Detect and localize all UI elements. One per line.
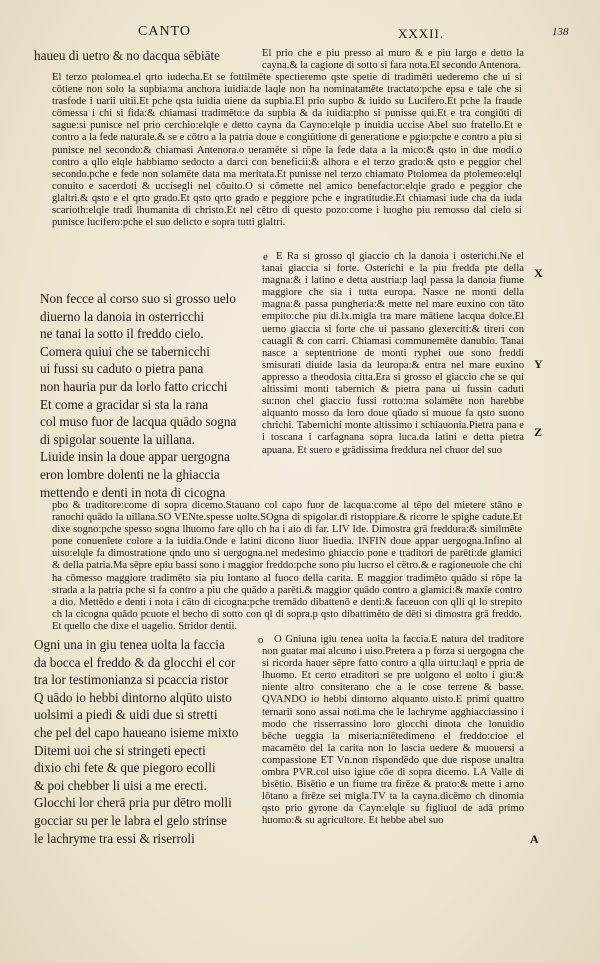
commentary-top-right: El prio che e piu presso al muro & e piu largo e detto la cayna.& la cagione di sotto si fara nota.El secondo Antenora.	[262, 48, 524, 72]
verse-line: uolsimi a piedi & uidi due si stretti	[34, 707, 218, 723]
verse-line: Liuide insin la doue appar uergogna	[40, 449, 230, 465]
verse-line: Ogni una in giu tenea uolta la faccia	[34, 637, 225, 652]
verse-line: col muso fuor de lacqua quādo sogna	[40, 414, 237, 430]
verse-line: ui fussi su caduto o pietra pana	[40, 361, 204, 377]
verse-line: le lachryme tra essi & riserroli	[34, 830, 195, 846]
canto-heading: CANTO	[138, 24, 191, 39]
verse-line: non hauria pur da lorlo fatto cricchi	[40, 378, 228, 394]
verse-line: Q uādo io hebbi dintorno alqūto uisto	[34, 689, 232, 705]
verse-line: haueu di uetro & no dacqua sēbiāte	[34, 48, 221, 63]
verse-line: dixio chi fete & que piegoro ecolli	[34, 760, 216, 776]
verse-line: eron lombre dolenti ne la ghiaccia	[40, 466, 220, 482]
running-header	[0, 24, 600, 48]
verse-line: da bocca el freddo & da glocchi el cor	[34, 654, 236, 670]
canto-number: XXXII.	[398, 26, 445, 41]
verse-line: gocciar su per le labra el gelo strinse	[34, 812, 227, 828]
inline-letter-o: o	[258, 634, 264, 646]
commentary-paragraph-1: El terzo ptolomea.el qrto iudecha.Et se fottilmēte spectieremo qste spetie di tradimēti uederemo che ui si cōtiene non solo la supbia:ma anchora iuidia:de laqle non ha nominatamēte tractato:pche epsa e tale che si trasfode i uarii uitii.Et pche qsta iuidia uiene da supbia.El prio supbo & iuido su Lucifero.Et pche la fraude cōmessa i chi si fida:& chiamasi tradimēto:e da supbia & da iuidia:pho si punisse qui.Et e tra congiūti di sague:si punisce nel prio cerchio:elqle e detto cayna da Cayno:elqle p inuidia uccise Abel suo fratello.Et e contro a la fede naturale.& se e cōtro a la patria doue e congiūtione di generatione e pgio:pche e contro a piu si punisce nel secondo:& chiamasi Antenora.o ueramēte si rōpe la fede data a la mico:& qsto in due modi.o contro a qllo elqle habbiamo sedocto a darci con beneficii:& alhora e el terzo grado:& qsto e peggior chel secondo.pche e fede non solamēte data ma meritata.Et punisse nel terzo chiamato Ptolomea da ptolemeo:elql conuito e sacerdoti & uccisegli nel cōuito.O si cōmette nel amico benefactor:elqle grado e peggior che glaltri.& qsto e el qrto grado.Et qsto qrto grado e peggiore pche e ingratitudie.Et chiamasi iude cha da iuda scarioth:elqle tradi lhumanita di christo.Et nel cētro di questo pozo:come i luogho piu remosso dal cielo si punisce lucifero:pche el suo delicto e sopra tutti glaltri.	[52, 72, 522, 229]
verse-block-2	[34, 636, 262, 847]
verse-line: Ditemi uoi che si stringeti epecti	[34, 742, 206, 758]
inline-letter-e: e	[263, 251, 268, 263]
folio-number: 138	[552, 26, 569, 38]
verse-line: mettendo e denti in nota di cicogna	[40, 484, 226, 500]
commentary-paragraph-3: pbo & traditore:come di sopra dicemo.Stauano col capo fuor de lacqua:come al tēpo del mietere stāno e ranochi quādo la uillana.SO VENte.spesse uolte.SOgna di spigolar.di ristoppiare.& ricorre le spighe cadute.Et dixe sogno:pche spesso sogna lhuomo fare qllo ch ha i aio di far. LIV Ide. Dimostra grā freddura:& similmēte pone conuenīete colore a la iuidia.Onde e latini dicono liuor liuedia. INFIN doue appar uergogna.Infino al uiso:elqle fa dimostratione qndo uno si uergogna.nel medesimo ghiaccio pone e traditori de parēti:de glamici & della patria.Ma sēpre epiu bassi sono i maggior freddo:pche sono piu lucrso el cētro.& e ragioneuole che chi ha cōmesso maggiore tradimēto sia piu lontano al fuoco della carita. E maggior tradimēto quādo si rōpe la strada a la patria pche si fa contro a piu che quādo a parēti.& maggior quādo contro a glamici:& maxīe contro a dio. Mettēdo e denti i nota i cāto di cicogna:pche tremādo dibattenō e denti:& faceuon con qlli ql lo strepito ch la cicogna quādo pcuote el becho di sotto con ql di sopra.p qsto dibattimēto de dēti si dimostra grā freddo. Et quello che dixe el uagelio. Stridor dentii.	[52, 500, 522, 632]
commentary-paragraph-2: E Ra si grosso ql giaccio ch la danoia i osterichi.Ne el tanai giaccia si forte. Osterichi e la piu fredda pte della magna:& i latino e detta austria:p laql passa la danoia fiume maggiore che sia i tutta europa. Nasce ne monti della magna:& passa pungheria:& mette nel mare euxino con tāto empito:che piu di.lx.migla tra mare mātiene lacqua dolce.El uerno giaccia si forte che ui passano glexerciti:& tireri con cauagli & con carri. Chiamasi communemēte danubio. Tanai nasce a septentrione de monti ryphei oue sono freddi smisurati diuide lasia da leuropa:& entra nel mare euxino appresso a theodosia citta.Era si grosso el giaccio che se qui altissimi monti tabernich & pietra pana ui fussin caduti su:non chel giaccio fussi rotto:ma solamēte non harebbe alquanto mosso da loro doue qūado si muoue fa qsto suono chrichi. Tabernichi monte altissimo i schiauonia.Pietra pana e i toscana i carfagnana sopra luca.da latini e detta pietra apuana. Et suero e grādissima freddura nel chuor del suo	[262, 251, 524, 456]
margin-letter-y: Y	[534, 357, 543, 371]
verse-line: di spigolar souente la uillana.	[40, 431, 195, 447]
verse-line: & poi chebber li uisi a me erecti.	[34, 777, 207, 793]
verse-block-1	[40, 290, 262, 501]
margin-letter-z: Z	[534, 425, 543, 439]
commentary-paragraph-4: O Gniuna igiu tenea uolta la faccia.E natura del traditore non guatar mai alcuno i uiso.Pretera a p forza si uergogna che si ricorda hauer sēpre fatto contro a qlla uirtu:laql e ppria de lhuomo. Et certo etraditori se pre uolgono el uolto i giu:& niente altro consiterano che a le cose terrene & basse. QVANDO io hebbi dintorno alquanto uisto.E primi quattro ternarii sono assai noti.ma che le lachryme agghiacciassino i modo che risserrassino loro glocchi dinota che lonuidio bēche ueggia la miseria:niētedimeno el freddo:cioe el macamēto del la carita non lo lascia uedere & muouersi a compassione ET Vn.non rispondēdo que due rispose unaltra ombra PVR.col uiso igiue cōe di sopra dicemo. LA Valle di bisētio. Bisētio e un fiume tra firēze & prato:& mette i arno lōtano a firēze sei migla.TV ta la cayna.dicēmo ch dinomia qsto prio gyrone da Cayn:elqle su figliuol de adā primo huomo:& su agricultore. Et hebbe abel suo	[262, 634, 524, 827]
verse-line: ne tanai la sotto il freddo cielo.	[40, 326, 204, 342]
verse-line: Non fecce al corso suo si grosso uelo	[40, 291, 236, 306]
verse-line: diuerno la danoia in osterricchi	[40, 308, 205, 324]
verse-line: tra lor testimonianza si pcaccia ristor	[34, 672, 229, 688]
verse-line: Glocchi lor cherā pria pur dētro molli	[34, 795, 232, 811]
margin-letter-x: X	[534, 266, 543, 280]
opening-verse-line	[34, 47, 262, 65]
verse-line: Comera quiui che se tabernicchi	[40, 343, 210, 359]
verse-line: che pel del capo haueano isieme mixto	[34, 724, 239, 740]
margin-letter-a: A	[530, 832, 539, 846]
verse-line: Et come a gracidar si sta la rana	[40, 396, 209, 412]
